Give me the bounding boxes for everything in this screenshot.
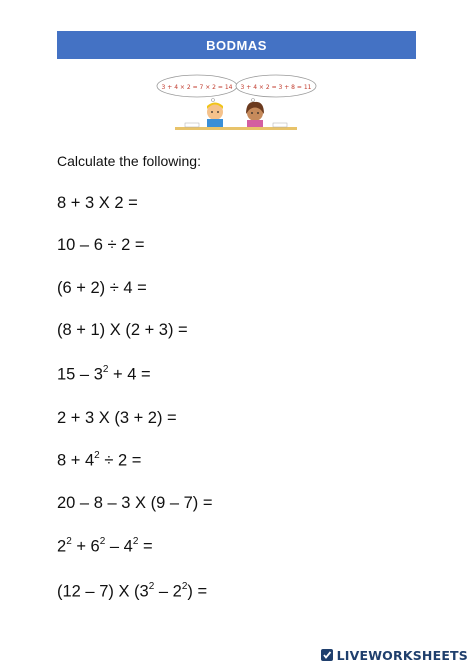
brand-text: LIVEWORKSHEETS bbox=[336, 647, 468, 663]
expression-text: ÷ 2 = bbox=[99, 451, 142, 470]
expression-text: 8 + 4 bbox=[57, 451, 95, 470]
boy-figure bbox=[207, 103, 223, 129]
problem-3 bbox=[57, 279, 147, 298]
page-title: BODMAS bbox=[206, 37, 267, 53]
desk bbox=[175, 127, 297, 130]
expression-text: 2 bbox=[57, 537, 67, 556]
expression-text: (12 – 7) X (3 bbox=[57, 582, 149, 601]
expression-text: – 4 bbox=[105, 537, 133, 556]
title-banner bbox=[57, 31, 416, 59]
expression-text: + 4 = bbox=[108, 365, 151, 384]
expression-text: – 2 bbox=[154, 582, 182, 601]
problem-4 bbox=[57, 321, 188, 340]
expression-text: 10 – 6 ÷ 2 = bbox=[57, 236, 145, 254]
expression-text: ) = bbox=[187, 582, 208, 601]
problem-5 bbox=[57, 365, 151, 385]
instructions: Calculate the following: bbox=[57, 153, 201, 169]
expression-text: 8 + 3 X 2 = bbox=[57, 194, 138, 212]
problem-9 bbox=[57, 537, 153, 557]
expression-text: 15 – 3 bbox=[57, 365, 103, 384]
exponent: 2 bbox=[99, 536, 106, 547]
problem-10 bbox=[57, 582, 207, 602]
exponent: 2 bbox=[66, 536, 72, 547]
liveworksheets-logo-icon bbox=[320, 648, 334, 662]
problem-6 bbox=[57, 409, 177, 428]
problem-2 bbox=[57, 236, 145, 255]
expression-text: + 6 bbox=[71, 537, 100, 556]
expression-text: 2 + 3 X (3 + 2) = bbox=[57, 409, 177, 427]
problem-1 bbox=[57, 194, 138, 213]
children-thinking-illustration bbox=[155, 72, 317, 132]
problem-7 bbox=[57, 451, 141, 471]
exponent: 2 bbox=[102, 364, 109, 375]
expression-text: (6 + 2) ÷ 4 = bbox=[57, 279, 147, 297]
expression-text: 20 – 8 – 3 X (9 – 7) = bbox=[57, 494, 213, 512]
expression-text: (8 + 1) X (2 + 3) = bbox=[57, 321, 188, 339]
left-bubble-text: 3 + 4 × 2 = 7 × 2 = 14 bbox=[161, 84, 233, 91]
problem-8 bbox=[57, 494, 212, 513]
girl-figure bbox=[246, 102, 264, 128]
expression-text: = bbox=[138, 537, 153, 556]
footer-brand bbox=[320, 645, 468, 665]
right-bubble-text: 3 + 4 × 2 = 3 + 8 = 11 bbox=[240, 84, 312, 91]
exponent: 2 bbox=[181, 581, 188, 592]
exponent: 2 bbox=[94, 450, 100, 461]
exponent: 2 bbox=[148, 581, 155, 592]
exponent: 2 bbox=[132, 536, 139, 547]
